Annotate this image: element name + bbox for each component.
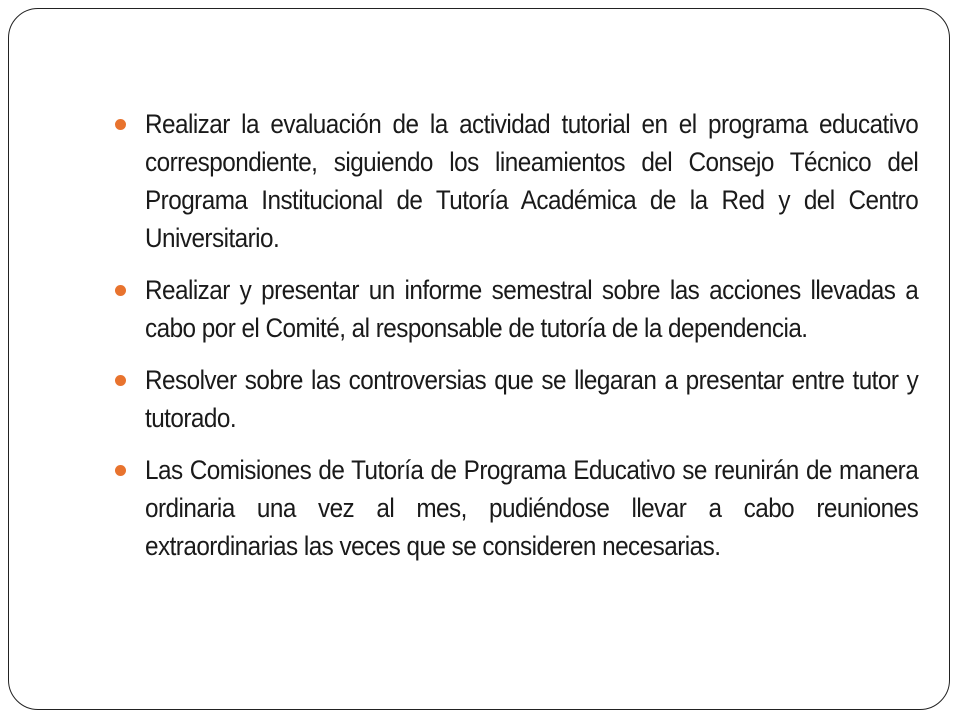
slide-frame — [8, 8, 950, 710]
list-item — [113, 361, 919, 437]
bullet-text: Las Comisiones de Tutoría de Programa Educativo se reunirán de manera ordinaria una vez al mes, pudiéndose llevar a cabo reuniones extraordinarias las veces que se consideren necesarias. — [145, 455, 919, 561]
bullet-text: Realizar la evaluación de la actividad tutorial en el programa educativo correspondiente, siguiendo los lineamientos del Consejo Técnico del Programa Institucional de Tutoría Académica de la Red y del Centro Universitario. — [145, 109, 919, 253]
list-item — [113, 271, 919, 347]
bullet-text: Realizar y presentar un informe semestral sobre las acciones llevadas a cabo por el Comité, al responsable de tutoría de la dependencia. — [145, 275, 919, 343]
list-item — [113, 451, 919, 565]
bullet-text: Resolver sobre las controversias que se llegaran a presentar entre tutor y tutorado. — [145, 365, 919, 433]
bullet-dot-icon — [115, 119, 126, 130]
bullet-dot-icon — [115, 465, 126, 476]
bullet-dot-icon — [115, 375, 126, 386]
bullet-list — [113, 105, 919, 579]
bullet-dot-icon — [115, 285, 126, 296]
list-item — [113, 105, 919, 257]
